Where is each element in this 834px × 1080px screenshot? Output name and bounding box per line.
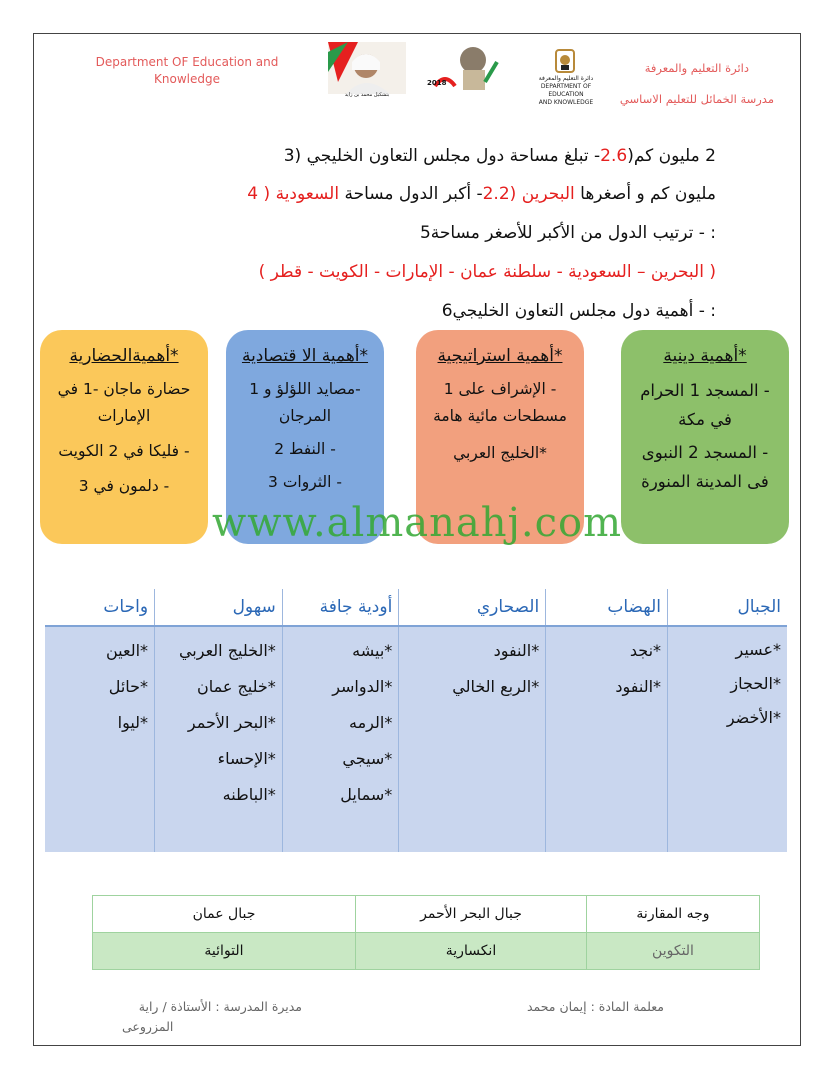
list-item: *العين [106, 641, 149, 660]
comparison-header-row [93, 896, 760, 933]
col-oases: واحات [45, 589, 155, 626]
logo-en-1: DEPARTMENT OF EDUCATION [540, 83, 592, 98]
landforms-table [45, 589, 787, 852]
list-item: *النفود [615, 677, 662, 696]
cmp-aspect: وجه المقارنة [587, 896, 760, 933]
list-item: *الرمه [349, 713, 393, 732]
list-item: *خليج عمان [196, 677, 276, 696]
portrait-caption: بتشكيل محمد بن زايد [344, 92, 390, 98]
footer-principal [122, 997, 302, 1037]
l4-bahrain: البحرين [521, 184, 575, 204]
cell-plains [155, 626, 283, 852]
line-largest-smallest [247, 184, 716, 204]
list-item: *البحر الأحمر [187, 713, 276, 732]
list-item: *الخليج العربي [178, 641, 276, 660]
cell-mountains [668, 626, 787, 852]
list-item: *النفود [493, 641, 540, 660]
cmp-oman-mountains: جبال عمان [93, 896, 356, 933]
list-item: *الحجاز [730, 674, 781, 693]
cell-deserts [399, 626, 546, 852]
portrait-image [328, 42, 406, 100]
landforms-header-row [45, 589, 787, 626]
list-item: *الدواسر [332, 677, 393, 696]
list-item: *الأخضر [726, 708, 781, 727]
box-civilization-item3: - دلمون في 3 [78, 477, 170, 495]
col-mountains: الجبال [668, 589, 787, 626]
watermark: www.almanahj.com [212, 500, 623, 546]
cell-plateaus [546, 626, 668, 852]
box-strategic-title: *أهمية استراتيجية [437, 346, 563, 366]
col-plateaus: الهضاب [546, 589, 668, 626]
zayed-year-logo [425, 42, 505, 98]
cmp-faulted: انكسارية [356, 933, 587, 970]
box-civilization-item2: - فليكا في 2 الكويت [58, 442, 190, 460]
box-religious-title: *أهمية دينية [663, 346, 747, 366]
list-item: *ليوا [117, 713, 149, 732]
comparison-table [92, 895, 760, 970]
zayed-year: 2018 [427, 79, 447, 87]
logo-en-2: AND KNOWLEDGE [538, 99, 594, 106]
l4-c: - أكبر الدول مساحة [339, 184, 483, 204]
header-right-line1: دائرة التعليم والمعرفة [644, 61, 749, 75]
list-item: *الإحساء [217, 749, 276, 768]
col-plains: سهول [155, 589, 283, 626]
list-item: *نجد [629, 641, 662, 660]
list-item: *الباطنه [222, 785, 276, 804]
box-religious [621, 330, 789, 544]
list-item: *بيشه [352, 641, 393, 660]
header-right-line2: مدرسة الخمائل للتعليم الاساسي [619, 92, 774, 106]
list-item: *سيجي [342, 749, 393, 768]
l4-saudi: السعودية [275, 184, 340, 204]
l3-b: - تبلغ مساحة دول مجلس التعاون الخليجي (3 [283, 146, 601, 166]
box-economic-item3: - الثروات 3 [268, 473, 342, 491]
list-item: *عسير [735, 640, 781, 659]
cmp-formation: التكوين [587, 933, 760, 970]
line-area [284, 146, 716, 166]
l4-num: 2.2 [482, 184, 510, 204]
header-left-department: Department OF Education and Knowledge [95, 55, 279, 86]
cmp-red-sea-mountains: جبال البحر الأحمر [356, 896, 587, 933]
l3-a: 2 مليون كم( [627, 146, 716, 166]
list-item: *سمايل [340, 785, 393, 804]
landforms-body-row [45, 626, 787, 852]
comparison-formation-row [93, 933, 760, 970]
l4-d: ( 4 [247, 184, 276, 204]
logo-arabic: دائرة التعليم والمعرفة [538, 75, 594, 82]
footer-principal-line1: مديرة المدرسة : الأستاذة / راية [138, 999, 302, 1014]
box-strategic-item1: - الإشراف على 1 مسطحات مائية هامة [433, 380, 567, 425]
box-civilization-item1: حضارة ماجان -1 في الإمارات [57, 380, 191, 425]
l4-a: مليون كم و أصغرها [574, 184, 716, 204]
line-importance-heading: : - أهمية دول مجلس التعاون الخليجي6 [441, 301, 716, 321]
footer-principal-line2: المزروعى [122, 1019, 174, 1034]
line-order-list: ( البحرين – السعودية - سلطنة عمان - الإمارات - الكويت - قطر ) [258, 262, 716, 282]
box-religious-item2: - المسجد 2 النبوى فى المدينة المنورة [641, 443, 769, 491]
adek-logo [528, 48, 604, 108]
col-dry-valleys: أودية جافة [282, 589, 399, 626]
box-religious-item1: - المسجد 1 الحرام في مكة [640, 381, 770, 429]
box-strategic-item2: *الخليج العربي [453, 444, 547, 462]
line-order-heading: : - ترتيب الدول من الأكبر للأصغر مساحة5 [419, 223, 716, 243]
box-civilization [40, 330, 208, 544]
box-economic-item1: -مصايد اللؤلؤ و 1 المرجان [249, 380, 361, 425]
box-civilization-title: *أهميةالحضارية [69, 346, 179, 366]
l3-num: 2.6 [600, 146, 628, 166]
cell-dry-valleys [282, 626, 399, 852]
cmp-folded: التوائية [93, 933, 356, 970]
l4-b: ( [509, 184, 522, 204]
list-item: *حائل [108, 677, 149, 696]
list-item: *الربع الخالي [452, 677, 540, 696]
col-deserts: الصحاري [399, 589, 546, 626]
box-economic-item2: - النفط 2 [274, 440, 336, 458]
footer-teacher: معلمة المادة : إيمان محمد [526, 999, 664, 1014]
box-economic-title: *أهمية الا قتصادية [241, 346, 369, 366]
cell-oases [45, 626, 155, 852]
